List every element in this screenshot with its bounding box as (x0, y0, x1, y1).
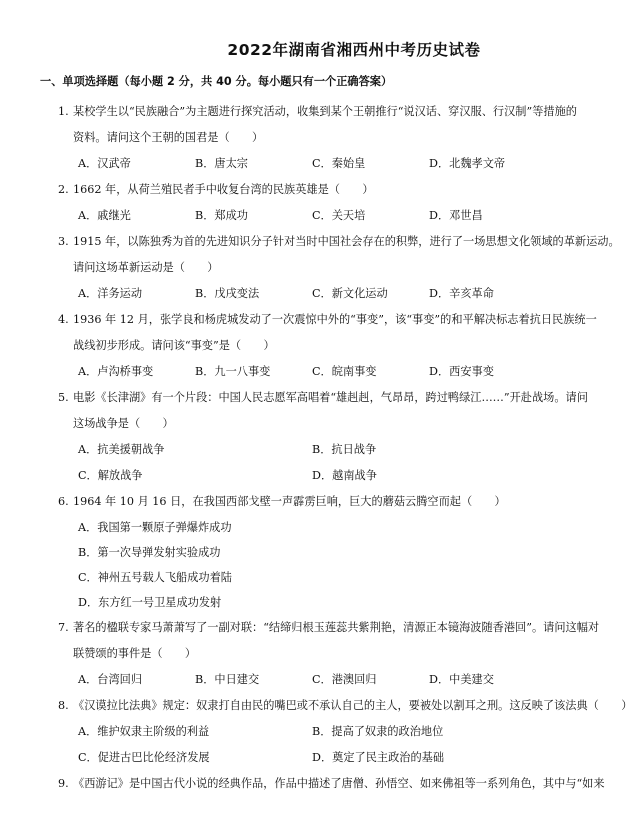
option-b[interactable]: B．戊戌变法 (195, 287, 260, 300)
option-c[interactable]: C．神州五号载人飞船成功着陆 (78, 571, 232, 584)
option-a[interactable]: A．我国第一颗原子弹爆炸成功 (78, 521, 232, 534)
options-row (58, 359, 630, 385)
question-number: 8. (58, 699, 69, 712)
options-row (58, 151, 630, 177)
question-1 (58, 99, 630, 177)
options-row (58, 463, 630, 489)
exam-title: 2022年湖南省湘西州中考历史试卷 (227, 41, 481, 59)
option-d[interactable]: D．北魏孝文帝 (429, 157, 506, 170)
option-d[interactable]: D．邓世昌 (429, 209, 483, 222)
question-7 (58, 615, 630, 693)
question-number: 3. (58, 235, 69, 248)
question-stem: 1964 年 10 月 16 日，在我国西部戈壁一声霹雳巨响，巨大的蘑菇云腾空而起（ ） (73, 495, 506, 508)
question-number: 9. (58, 777, 69, 790)
option-c[interactable]: C．皖南事变 (312, 365, 377, 378)
options-row (58, 745, 630, 771)
question-number: 5. (58, 391, 69, 404)
option-c[interactable]: C．秦始皇 (312, 157, 366, 170)
question-stem: 1936 年 12 月，张学良和杨虎城发动了一次震惊中外的“事变”，该“事变”的和平解决标志着抗日民族统一 (73, 313, 597, 326)
option-a[interactable]: A．洋务运动 (78, 287, 143, 300)
question-4 (58, 307, 630, 385)
option-b[interactable]: B．唐太宗 (195, 157, 248, 170)
options-row (58, 203, 630, 229)
option-d[interactable]: D．辛亥革命 (429, 287, 494, 300)
options-row (58, 719, 630, 745)
option-a[interactable]: A．抗美援朝战争 (78, 443, 165, 456)
option-d[interactable]: D．东方红一号卫星成功发射 (78, 596, 222, 609)
option-b[interactable]: B．抗日战争 (312, 443, 377, 456)
option-a[interactable]: A．维护奴隶主阶级的利益 (78, 725, 210, 738)
option-b[interactable]: B．郑成功 (195, 209, 248, 222)
options-row (58, 667, 630, 693)
question-6 (58, 489, 630, 615)
option-a[interactable]: A．戚继光 (78, 209, 131, 222)
option-a[interactable]: A．汉武帝 (78, 157, 131, 170)
option-a[interactable]: A．台湾回归 (78, 673, 143, 686)
options-row (58, 437, 630, 463)
section-heading: 一、单项选择题（每小题 2 分，共 40 分。每小题只有一个正确答案） (40, 75, 393, 88)
option-c[interactable]: C．关天培 (312, 209, 366, 222)
question-stem: 电影《长津湖》有一个片段：中国人民志愿军高唱着“雄赳赳，气昂昂，跨过鸭绿江……”开赴战场。请问 (73, 391, 588, 404)
question-number: 4. (58, 313, 69, 326)
option-c[interactable]: C．促进古巴比伦经济发展 (78, 751, 210, 764)
option-b[interactable]: B．九一八事变 (195, 365, 271, 378)
option-d[interactable]: D．中美建交 (429, 673, 494, 686)
question-stem: 《汉谟拉比法典》规定：奴隶打自由民的嘴巴或不承认自己的主人，要被处以割耳之刑。这反映了该法典（ ） (73, 699, 633, 712)
option-c[interactable]: C．港澳回归 (312, 673, 377, 686)
question-5 (58, 385, 630, 489)
option-b[interactable]: B．第一次导弹发射实验成功 (78, 546, 221, 559)
question-stem: 联赞颂的事件是（ ） (73, 647, 197, 660)
question-2 (58, 177, 630, 229)
question-stem: 请问这场革新运动是（ ） (73, 261, 219, 274)
question-stem: 著名的楹联专家马萧萧写了一副对联：“结缔归根玉莲蕊共紫荆艳，清源正本镜海波随香港回”。请问这幅对 (73, 621, 600, 634)
option-b[interactable]: B．中日建交 (195, 673, 260, 686)
question-stem: 这场战争是（ ） (73, 417, 174, 430)
question-9 (58, 771, 630, 797)
option-d[interactable]: D．西安事变 (429, 365, 494, 378)
question-number: 7. (58, 621, 69, 634)
option-c[interactable]: C．解放战争 (78, 469, 143, 482)
question-number: 6. (58, 495, 69, 508)
option-c[interactable]: C．新文化运动 (312, 287, 388, 300)
question-stem: 战线初步形成。请问该“事变”是（ ） (73, 339, 275, 352)
option-d[interactable]: D．奠定了民主政治的基础 (312, 751, 445, 764)
option-b[interactable]: B．提高了奴隶的政治地位 (312, 725, 444, 738)
options-row (58, 281, 630, 307)
option-d[interactable]: D．越南战争 (312, 469, 377, 482)
question-stem: 资料。请问这个王朝的国君是（ ） (73, 131, 264, 144)
question-3 (58, 229, 630, 307)
question-8 (58, 693, 633, 771)
question-stem: 1662 年，从荷兰殖民者手中收复台湾的民族英雄是（ ） (73, 183, 374, 196)
question-number: 2. (58, 183, 69, 196)
question-stem: 《西游记》是中国古代小说的经典作品，作品中描述了唐僧、孙悟空、如来佛祖等一系列角色，其中与“如来 (73, 777, 605, 790)
option-a[interactable]: A．卢沟桥事变 (78, 365, 154, 378)
question-stem: 1915 年，以陈独秀为首的先进知识分子针对当时中国社会存在的积弊，进行了一场思想文化领域的革新运动。 (73, 235, 620, 248)
question-number: 1. (58, 105, 69, 118)
question-stem: 某校学生以“民族融合”为主题进行探究活动，收集到某个王朝推行“说汉话、穿汉服、行汉制”等措施的 (73, 105, 577, 118)
